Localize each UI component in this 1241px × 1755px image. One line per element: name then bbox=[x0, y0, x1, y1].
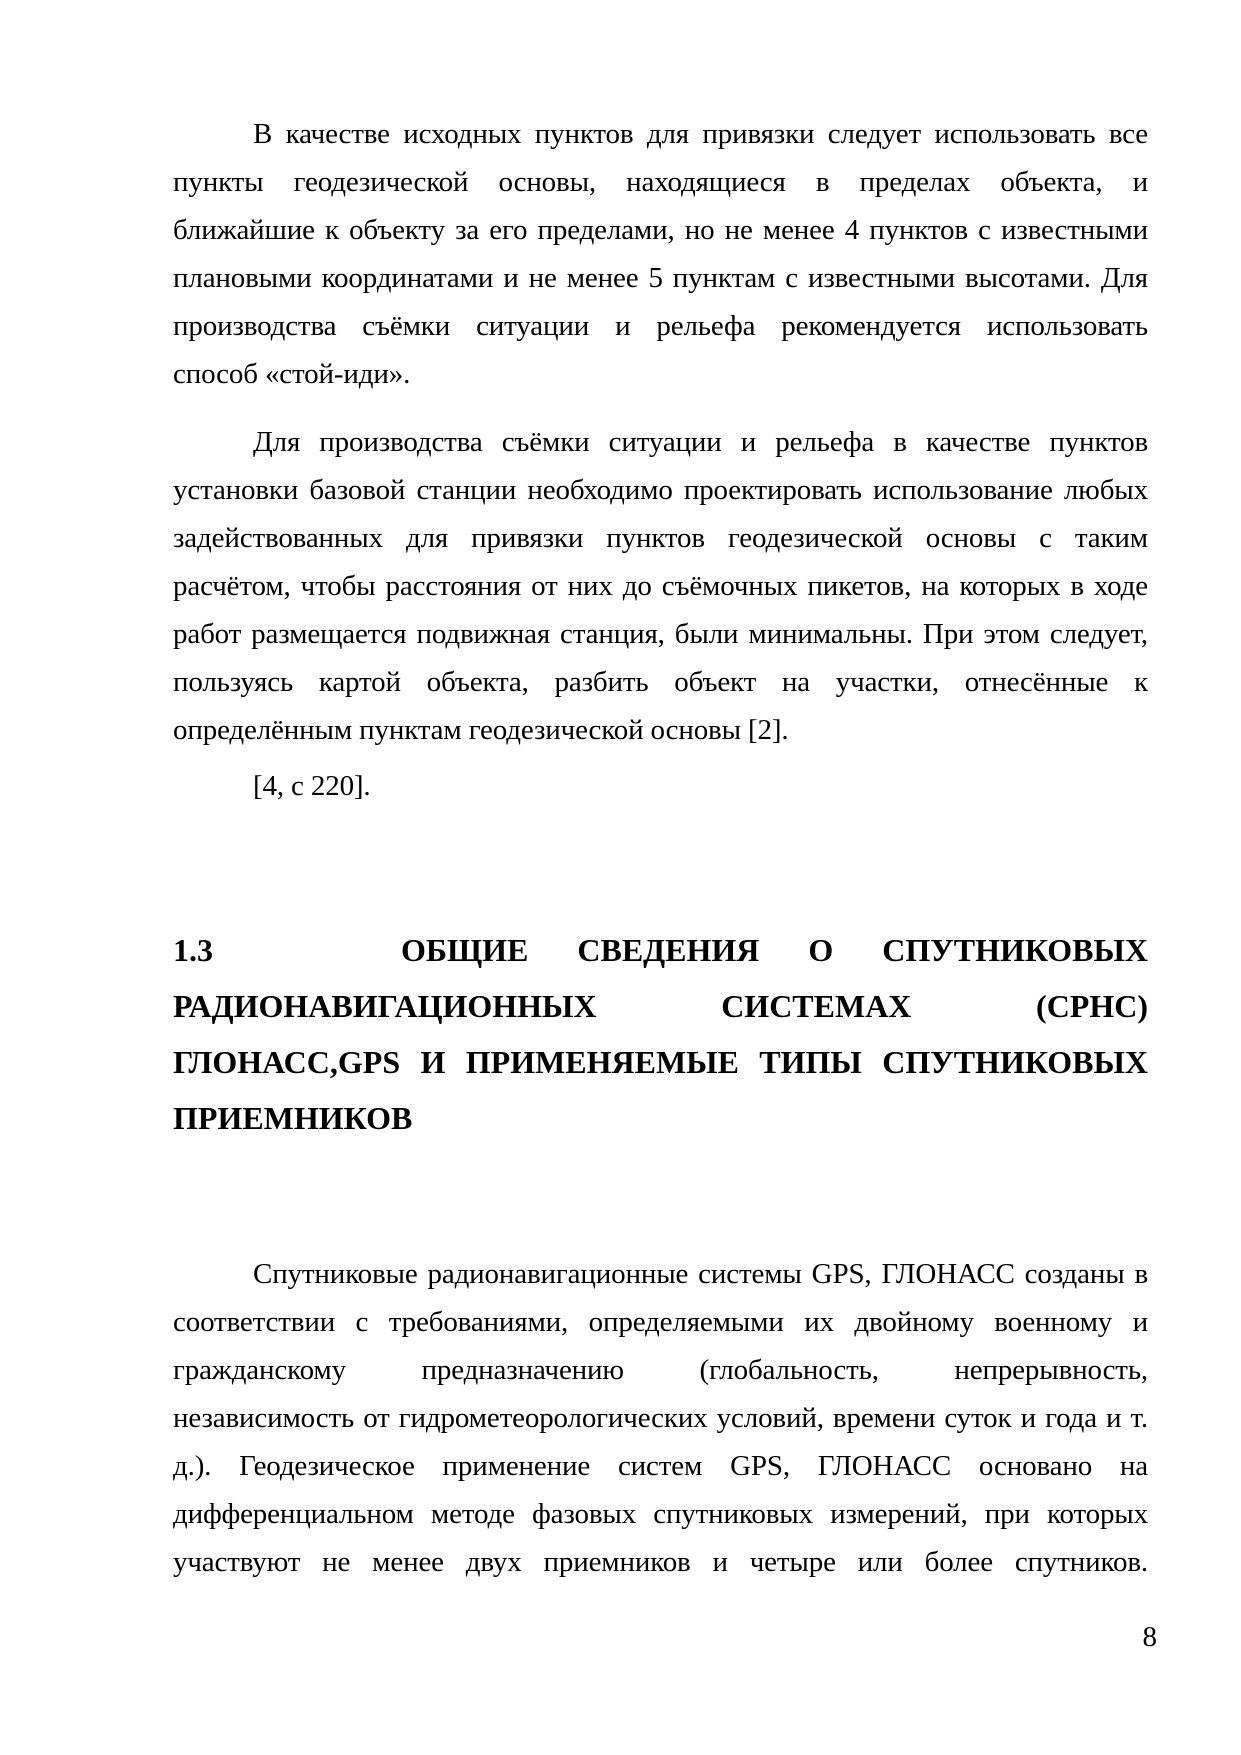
text-line: д.). Геодезическое применение систем GPS, ГЛОНАСС основано на bbox=[173, 1450, 1148, 1482]
heading-number: 1.3 bbox=[173, 932, 213, 968]
text-line: Для производства съёмки ситуации и рельефа в качестве пунктов bbox=[253, 426, 1148, 458]
text-line: определённым пунктам геодезической основы [2]. bbox=[173, 714, 789, 746]
text-line: работ размещается подвижная станция, были минимальны. При этом следует, bbox=[173, 618, 1148, 650]
tab-spacer bbox=[262, 960, 352, 961]
text-line: установки базовой станции необходимо проектировать использование любых bbox=[173, 474, 1148, 506]
text-line: плановыми координатами и не менее 5 пунктам с известными высотами. Для bbox=[173, 262, 1148, 294]
text-line: задействованных для привязки пунктов геодезической основы с таким bbox=[173, 522, 1148, 554]
document-content bbox=[173, 110, 1148, 1586]
heading-section-1-3 bbox=[173, 922, 1148, 1146]
heading-line: ГЛОНАСС,GPS И ПРИМЕНЯЕМЫЕ ТИПЫ СПУТНИКОВЫХ bbox=[173, 1044, 1148, 1080]
heading-line bbox=[173, 922, 1148, 978]
text-line: участвуют не менее двух приемников и четыре или более спутников. bbox=[173, 1546, 1148, 1578]
text-line: соответствии с требованиями, определяемыми их двойному военному и bbox=[173, 1306, 1148, 1338]
heading-line: ПРИЕМНИКОВ bbox=[173, 1100, 413, 1136]
text-line: независимость от гидрометеорологических условий, времени суток и года и т. bbox=[173, 1402, 1148, 1434]
text-line: [4, с 220]. bbox=[253, 770, 371, 802]
text-line: производства съёмки ситуации и рельефа рекомендуется использовать bbox=[173, 310, 1148, 342]
citation-reference bbox=[173, 762, 1148, 810]
paragraph-base-station bbox=[173, 418, 1148, 754]
text-line: Спутниковые радионавигационные системы GPS, ГЛОНАСС созданы в bbox=[253, 1258, 1148, 1290]
heading-text: ОБЩИЕ СВЕДЕНИЯ О СПУТНИКОВЫХ bbox=[400, 932, 1149, 968]
text-line: гражданскому предназначению (глобальность, непрерывность, bbox=[173, 1354, 1148, 1386]
heading-line: РАДИОНАВИГАЦИОННЫХ СИСТЕМАХ (СРНС) bbox=[173, 988, 1148, 1024]
text-line: пользуясь картой объекта, разбить объект на участки, отнесённые к bbox=[173, 666, 1148, 698]
paragraph-srns-overview bbox=[173, 1250, 1148, 1586]
text-line: дифференциальном методе фазовых спутниковых измерений, при которых bbox=[173, 1498, 1148, 1530]
text-line: В качестве исходных пунктов для привязки следует использовать все bbox=[253, 118, 1148, 150]
text-line: ближайшие к объекту за его пределами, но не менее 4 пунктов с известными bbox=[173, 214, 1148, 246]
text-line: расчётом, чтобы расстояния от них до съёмочных пикетов, на которых в ходе bbox=[173, 570, 1148, 602]
text-line: способ «стой-иди». bbox=[173, 358, 411, 390]
paragraph-initial-points bbox=[173, 110, 1148, 398]
text-line: пункты геодезической основы, находящиеся в пределах объекта, и bbox=[173, 166, 1148, 198]
page-number: 8 bbox=[1142, 1621, 1157, 1653]
